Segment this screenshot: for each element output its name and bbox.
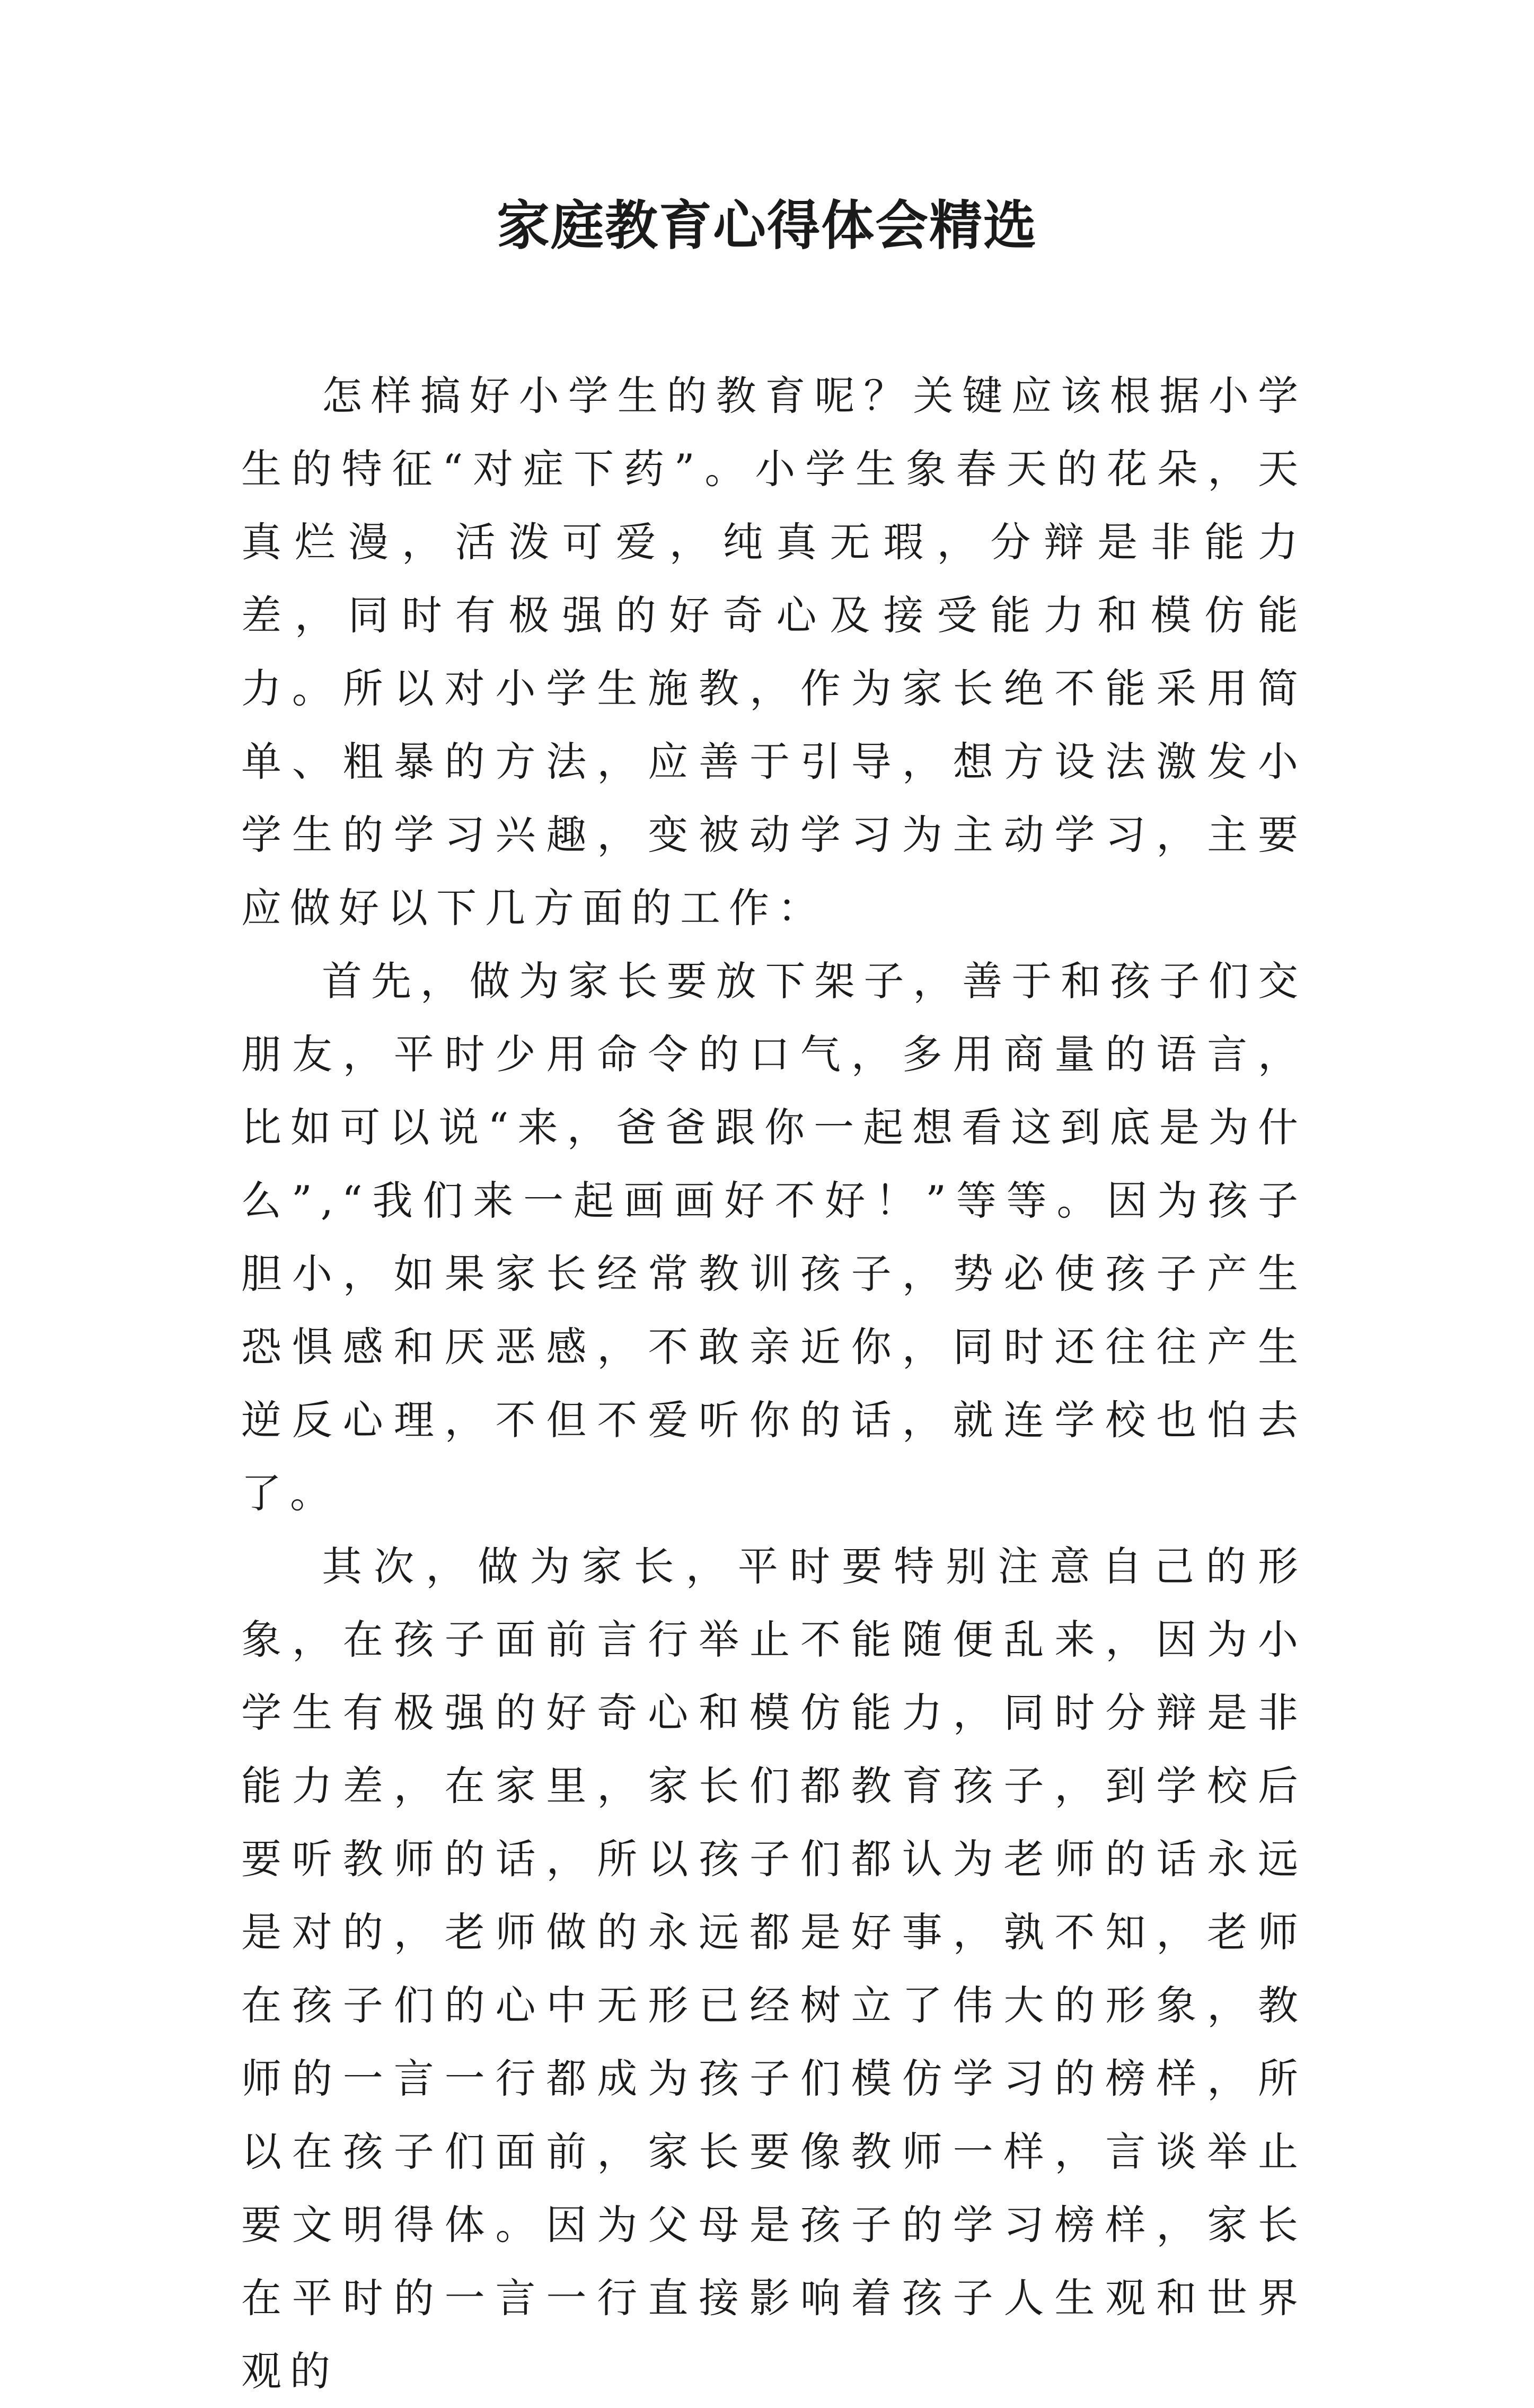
document-title: 家庭教育心得体会精选	[497, 194, 1037, 257]
paragraph-intro: 怎样搞好小学生的教育呢？关键应该根据小学生的特征“对症下药”。小学生象春天的花朵，天真烂漫，活泼可爱，纯真无瑕，分辩是非能力差，同时有极强的好奇心及接受能力和模仿能力。所以对小学生施教，作为家长绝不能采用简单、粗暴的方法，应善于引导，想方设法激发小学生的学习兴趣，变被动学习为主动学习，主要应做好以下几方面的工作：	[241, 372, 1307, 931]
paragraph-second: 其次，做为家长，平时要特别注意自己的形象，在孩子面前言行举止不能随便乱来，因为小学生有极强的好奇心和模仿能力，同时分辩是非能力差，在家里，家长们都教育孩子，到学校后要听教师的话，所以孩子们都认为老师的话永远是对的，老师做的永远都是好事，孰不知，老师在孩子们的心中无形已经树立了伟大的形象，教师的一言一行都成为孩子们模仿学习的榜样，所以在孩子们面前，家长要像教师一样，言谈举止要文明得体。因为父母是孩子的学习榜样，家长在平时的一言一行直接影响着孩子人生观和世界观的	[241, 1543, 1307, 2395]
document-body	[241, 359, 1307, 2408]
paragraph-first: 首先，做为家长要放下架子，善于和孩子们交朋友，平时少用命令的口气，多用商量的语言，比如可以说“来，爸爸跟你一起想看这到底是为什么”,“我们来一起画画好不好！”等等。因为孩子胆小，如果家长经常教训孩子，势必使孩子产生恐惧感和厌恶感，不敢亲近你，同时还往往产生逆反心理，不但不爱听你的话，就连学校也怕去了。	[241, 957, 1307, 1517]
